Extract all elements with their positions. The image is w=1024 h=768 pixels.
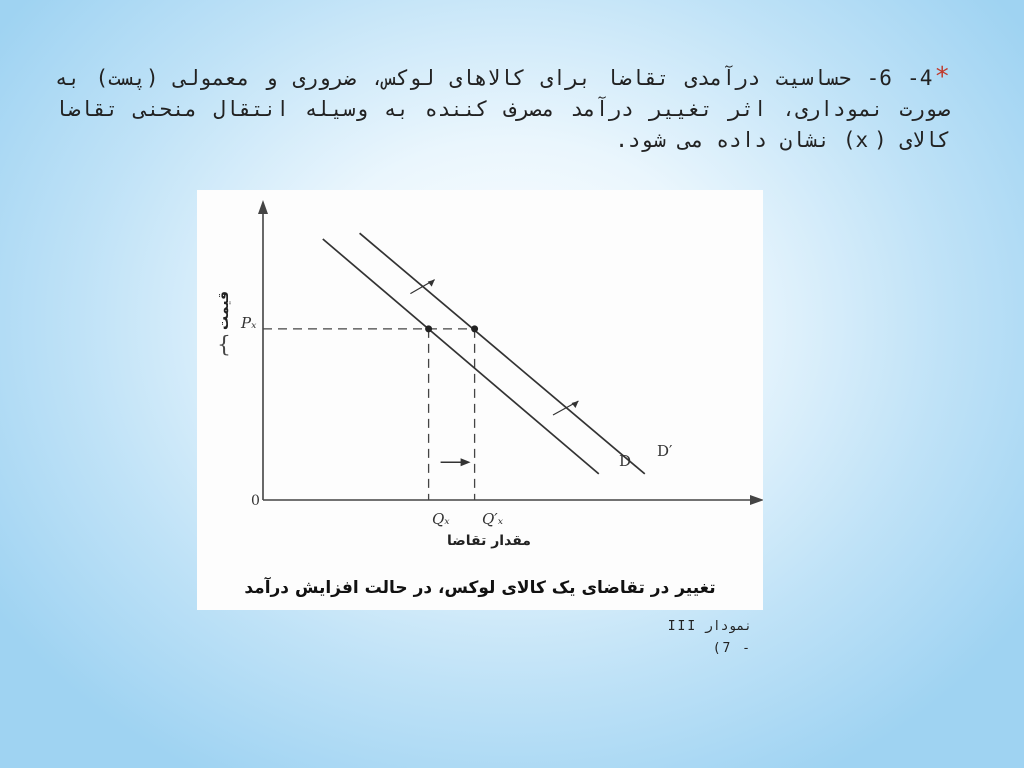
demand-curve-d bbox=[323, 239, 599, 474]
demand-shift-figure bbox=[197, 190, 763, 610]
curve-d-prime-label: D′ bbox=[657, 442, 673, 460]
graph-reference-line1: نمودار III bbox=[667, 619, 752, 634]
y-bracket: { bbox=[217, 333, 231, 358]
origin-label: 0 bbox=[251, 493, 260, 509]
price-label: Pₓ bbox=[241, 314, 257, 332]
graph-reference-line2: - 7) bbox=[712, 641, 752, 656]
bullet-marker: * bbox=[934, 62, 950, 92]
point-d bbox=[425, 325, 432, 332]
qx-label: Qₓ bbox=[432, 510, 450, 528]
graph-reference bbox=[640, 616, 752, 660]
qx-prime-label: Q′ₓ bbox=[482, 510, 504, 528]
x-axis-label: مقدار تقاضا bbox=[447, 533, 531, 549]
point-d-prime bbox=[471, 325, 478, 332]
figure-caption: تغییر در تقاضای یک کالای لوکس، در حالت افزایش درآمد bbox=[244, 578, 716, 598]
curve-d-label: D bbox=[619, 452, 632, 470]
x-axis-arrowhead bbox=[750, 495, 763, 505]
paragraph-text: 4- 6- حساسیت درآمدی تقاضا برای کالاهای لوکس، ضروری و معمولی (پست) به صورت نموداری، اثر تغییر درآمد مصرف کننده به وسیله انتقال منحنی تقاضا کالای (x) نشان داده می شود. bbox=[55, 66, 950, 152]
y-axis-arrowhead bbox=[258, 200, 268, 214]
y-axis-label: قیمت bbox=[216, 290, 232, 330]
shift-arrow-head bbox=[461, 458, 471, 466]
demand-curve-d-prime bbox=[360, 233, 645, 474]
slide-paragraph bbox=[55, 62, 950, 156]
